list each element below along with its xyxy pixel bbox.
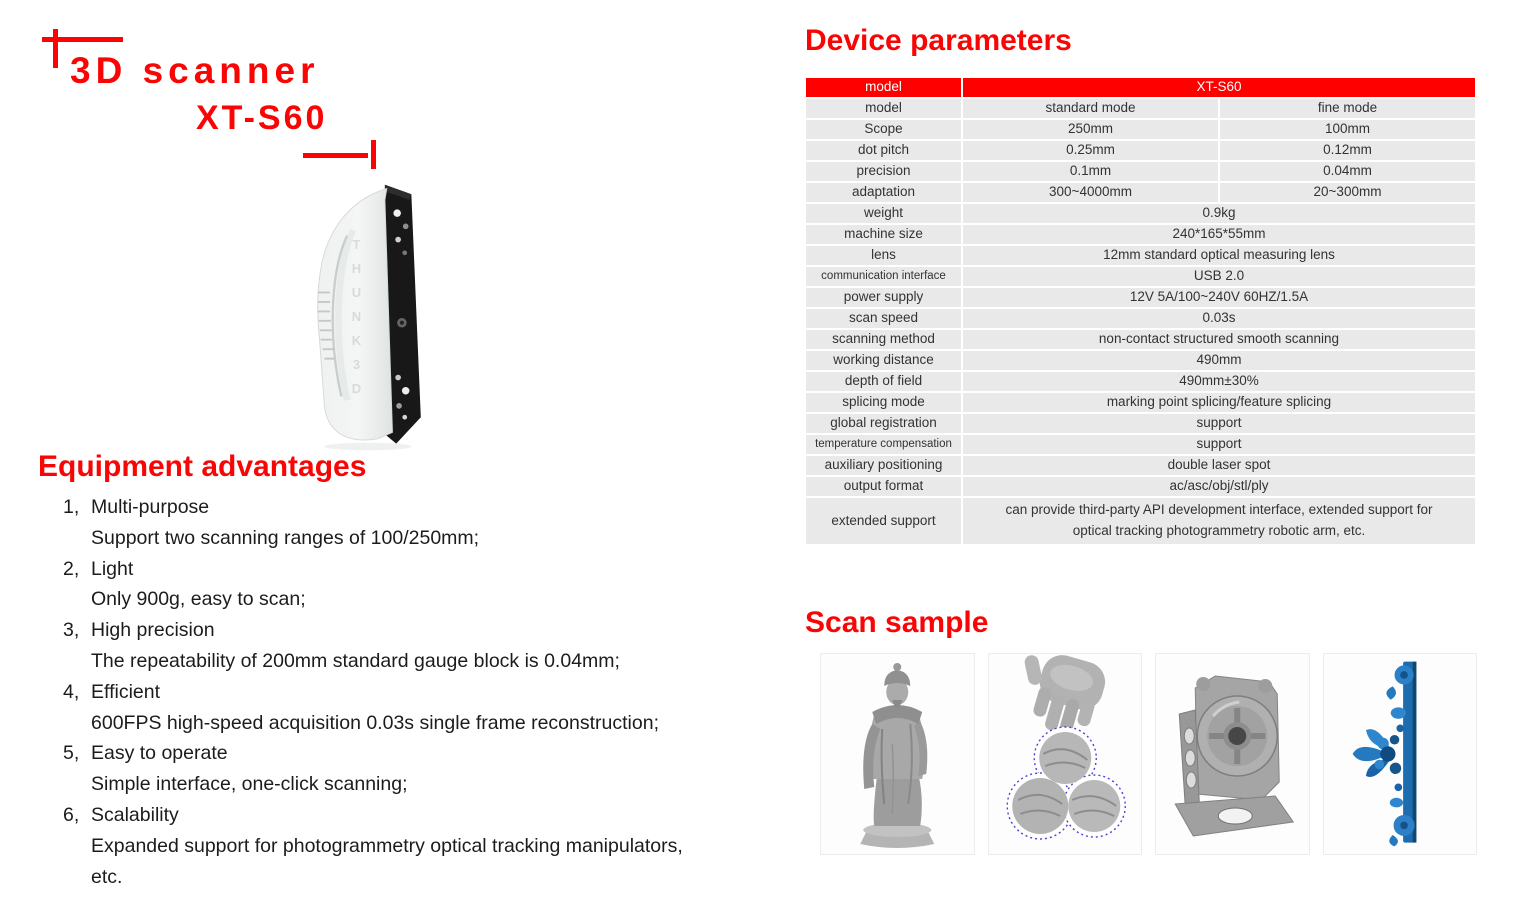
param-value-cell: 0.9kg [963,204,1477,225]
param-label-cell: weight [806,204,963,225]
param-value-cell: 0.03s [963,309,1477,330]
item-description: Simple interface, one-click scanning; [91,773,408,796]
device-parameters-table [806,78,1477,546]
table-row [806,372,1477,393]
item-number: 1, [63,496,80,518]
param-label-cell: precision [806,162,963,183]
table-row [806,456,1477,477]
list-item [63,615,711,677]
item-description: The repeatability of 200mm standard gauge block is 0.04mm; [91,649,620,672]
table-row [806,141,1477,162]
table-row [806,204,1477,225]
item-title: Multi-purpose [91,496,210,518]
param-value-cell: 0.1mm [963,162,1220,183]
param-value-cell: support [963,435,1477,456]
param-label-cell: adaptation [806,183,963,204]
item-number: 3, [63,619,80,642]
param-label-cell: Scope [806,120,963,141]
param-label-cell: temperature compensation [806,435,963,456]
table-row [806,225,1477,246]
param-value-cell: ac/asc/obj/stl/ply [963,477,1477,498]
param-label-cell: communication interface [806,267,963,288]
item-number: 5, [63,742,80,765]
casting-illustration [1156,654,1309,854]
table-row [806,309,1477,330]
crop-mark-bottom-vertical [371,140,376,169]
table-header-row [806,78,1477,99]
metal-casting-scan-image [1155,653,1310,855]
param-value-cell: 100mm [1220,120,1477,141]
crop-mark-bottom-horizontal [303,153,368,158]
item-title: Scalability [91,803,179,826]
param-label-cell: lens [806,246,963,267]
crop-mark-top-vertical [53,29,58,68]
param-value-cell: 0.12mm [1220,141,1477,162]
product-title-line1: 3D scanner [70,50,320,91]
param-label-cell: splicing mode [806,393,963,414]
device-parameters-heading: Device parameters [805,24,1072,57]
param-value-cell: 240*165*55mm [963,225,1477,246]
param-label-cell: depth of field [806,372,963,393]
item-description: Expanded support for photogrammetry optical tracking manipulators, etc. [91,834,683,888]
param-label-cell: scanning method [806,330,963,351]
table-row [806,99,1477,120]
table-row [806,498,1477,546]
scanner-brand-text: THUNK3D [349,237,364,405]
item-description: Support two scanning ranges of 100/250mm; [91,526,480,549]
list-item [63,738,711,800]
param-value-cell: USB 2.0 [963,267,1477,288]
table-row [806,477,1477,498]
item-number: 6, [63,803,80,826]
list-item [63,800,711,892]
item-description: Only 900g, easy to scan; [91,588,306,611]
header-value-cell: XT-S60 [963,78,1477,99]
table-row [806,246,1477,267]
blue-ornate-carving-scan-image [1323,653,1478,855]
table-row [806,120,1477,141]
param-value-cell: 300~4000mm [963,183,1220,204]
table-row [806,414,1477,435]
hand-scan-illustration [989,654,1142,854]
param-value-cell: 12V 5A/100~240V 60HZ/1.5A [963,288,1477,309]
param-value-cell: can provide third-party API development interface, extended support for optical tracking photogrammetry robotic arm, etc. [963,498,1477,546]
scan-sample-heading: Scan sample [805,606,989,639]
param-label-cell: power supply [806,288,963,309]
table-row [806,435,1477,456]
param-value-cell: marking point splicing/feature splicing [963,393,1477,414]
param-label-cell: scan speed [806,309,963,330]
table-row [806,162,1477,183]
table-row [806,288,1477,309]
statue-illustration [821,654,974,854]
list-item [63,677,711,739]
param-label-cell: global registration [806,414,963,435]
param-value-cell: 250mm [963,120,1220,141]
item-title: High precision [91,619,215,642]
param-value-cell: standard mode [963,99,1220,120]
list-item [63,554,711,616]
list-item [63,492,711,554]
item-title: Light [91,557,134,580]
item-number: 4, [63,680,80,703]
product-photo-3d-scanner [290,181,442,455]
param-label-cell: working distance [806,351,963,372]
header-label-cell: model [806,78,963,99]
scan-sample-gallery [820,653,1477,855]
param-value-cell: 490mm±30% [963,372,1477,393]
carving-illustration [1324,654,1477,854]
item-description: 600FPS high-speed acquisition 0.03s single frame reconstruction; [91,711,659,734]
param-value-cell: 12mm standard optical measuring lens [963,246,1477,267]
product-title-line2: XT-S60 [196,99,328,137]
param-label-cell: output format [806,477,963,498]
item-number: 2, [63,557,80,580]
equipment-advantages-list [63,492,711,892]
table-row [806,393,1477,414]
param-label-cell: extended support [806,498,963,546]
table-row [806,267,1477,288]
param-label-cell: machine size [806,225,963,246]
item-title: Efficient [91,680,161,703]
param-value-cell: 20~300mm [1220,183,1477,204]
param-value-cell: double laser spot [963,456,1477,477]
table-row [806,183,1477,204]
param-label-cell: dot pitch [806,141,963,162]
param-value-cell: fine mode [1220,99,1477,120]
param-label-cell: auxiliary positioning [806,456,963,477]
scanner-illustration [290,181,442,455]
table-row [806,351,1477,372]
param-value-cell: 490mm [963,351,1477,372]
param-label-cell: model [806,99,963,120]
statue-scan-image [820,653,975,855]
equipment-advantages-heading: Equipment advantages [38,450,367,483]
item-title: Easy to operate [91,742,228,765]
param-value-cell: 0.25mm [963,141,1220,162]
param-value-cell: 0.04mm [1220,162,1477,183]
table-row [806,330,1477,351]
param-value-cell: support [963,414,1477,435]
param-value-cell: non-contact structured smooth scanning [963,330,1477,351]
hand-scan-with-detail-circles-image [988,653,1143,855]
